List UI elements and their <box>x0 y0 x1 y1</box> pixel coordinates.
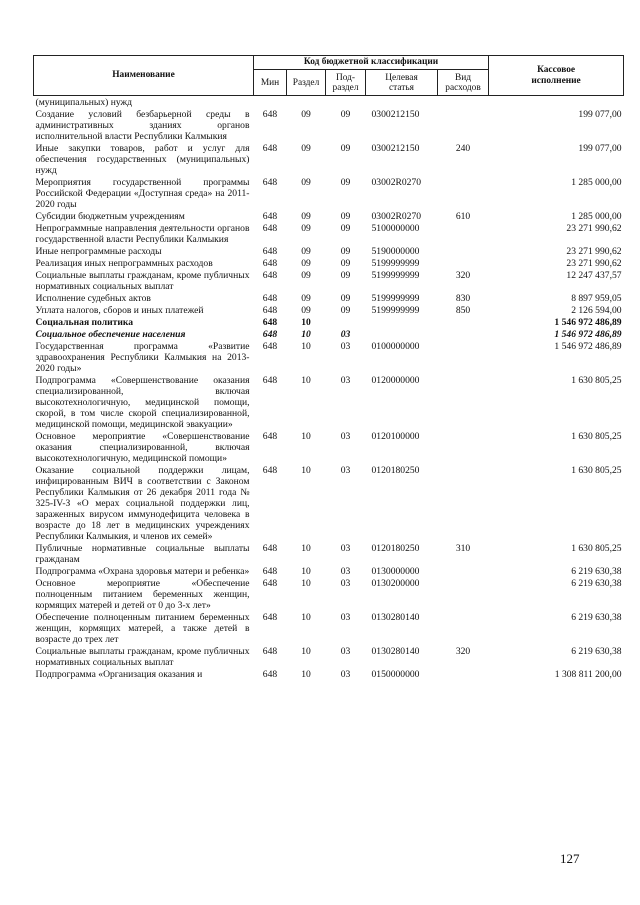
row-name: Социальные выплаты гражданам, кроме публичных нормативных социальных выплат <box>35 270 250 292</box>
row-min: 648 <box>262 578 278 589</box>
row-min: 648 <box>262 329 278 340</box>
row-expense-type: 310 <box>455 543 471 554</box>
budget-table <box>33 55 624 680</box>
row-execution: 199 077,00 <box>578 109 622 120</box>
table-row <box>34 222 624 245</box>
row-execution: 6 219 630,38 <box>571 578 622 589</box>
table-row <box>34 142 624 176</box>
row-section: 10 <box>301 341 311 352</box>
row-expense-type: 830 <box>455 293 471 304</box>
header-execution: Кассовое исполнение <box>489 56 624 96</box>
row-expense-type <box>438 108 489 142</box>
row-subsection: 09 <box>340 109 351 120</box>
table-row <box>34 328 624 340</box>
table-body <box>34 96 624 681</box>
row-article: 0100000000 <box>371 341 420 352</box>
row-min: 648 <box>262 566 278 577</box>
row-execution: 8 897 959,05 <box>571 293 622 304</box>
row-subsection: 03 <box>340 646 351 657</box>
row-section: 10 <box>301 465 311 476</box>
row-execution: 2 126 594,00 <box>571 305 622 316</box>
table-row <box>34 269 624 292</box>
row-min: 648 <box>262 246 278 257</box>
row-name: Мероприятия государственной программы Российской Федерации «Доступная среда» на 2011-2020 годы <box>35 177 250 210</box>
row-name: Оказание социальной поддержки лицам, инфицированным ВИЧ в соответствии с Законом Республики Калмыкия от 26 декабря 2011 года № 325-IV-З «О мерах социальной поддержки лиц, зараженных вирусом иммунодефицита человека в возрасте до 18 лет в медицинских учреждениях Республики Калмыкия, и членов их семей» <box>35 465 250 542</box>
row-section: 09 <box>301 143 311 154</box>
row-subsection: 03 <box>340 329 351 340</box>
header-subsection: Под- раздел <box>326 70 366 96</box>
row-expense-type <box>438 328 489 340</box>
row-subsection: 09 <box>340 270 351 281</box>
row-section: 09 <box>301 177 311 188</box>
row-min: 648 <box>262 317 278 328</box>
row-min: 648 <box>262 669 278 680</box>
row-article: 03002R0270 <box>371 211 422 222</box>
table-row <box>34 176 624 210</box>
row-section: 10 <box>301 329 311 340</box>
budget-table-page <box>33 55 623 680</box>
header-kbk: Код бюджетной классификации <box>254 56 489 70</box>
row-execution: 1 285 000,00 <box>571 211 622 222</box>
row-name: Иные непрограммные расходы <box>35 246 162 257</box>
row-article: 0130280140 <box>371 646 420 657</box>
row-subsection: 03 <box>340 341 351 352</box>
row-execution: 6 219 630,38 <box>571 566 622 577</box>
row-expense-type: 240 <box>455 143 471 154</box>
row-name: Непрограммные направления деятельности органов государственной власти Республики Калмыкия <box>35 223 250 245</box>
row-section: 10 <box>301 543 311 554</box>
row-expense-type: 850 <box>455 305 471 316</box>
row-article: 5199999999 <box>371 258 420 269</box>
row-expense-type: 320 <box>455 270 471 281</box>
row-min <box>254 96 287 109</box>
row-subsection: 03 <box>340 612 351 623</box>
row-name: Основное мероприятие «Обеспечение полноценным питанием беременных женщин, кормящих матерей и детей от 0 до 3-х лет» <box>35 578 250 611</box>
row-name: Основное мероприятие «Совершенствование оказания специализированной, включая высокотехнологичную, медицинской помощи» <box>35 431 250 464</box>
table-row <box>34 374 624 430</box>
row-article: 0120180250 <box>371 543 420 554</box>
row-subsection: 09 <box>340 305 351 316</box>
row-min: 648 <box>262 375 278 386</box>
row-execution: 1 546 972 486,89 <box>554 329 622 340</box>
row-execution: 1 630 805,25 <box>571 465 622 476</box>
row-execution: 1 546 972 486,89 <box>554 341 622 352</box>
row-execution: 1 285 000,00 <box>571 177 622 188</box>
row-name: Подпрограмма «Организация оказания и <box>35 669 203 680</box>
row-subsection: 03 <box>340 465 351 476</box>
row-min: 648 <box>262 465 278 476</box>
row-min: 648 <box>262 270 278 281</box>
row-name: Государственная программа «Развитие здравоохранения Республики Калмыкия на 2013-2020 годы» <box>35 341 250 374</box>
row-section: 10 <box>301 578 311 589</box>
row-min: 648 <box>262 293 278 304</box>
row-section: 10 <box>301 612 311 623</box>
row-name: Реализация иных непрограммных расходов <box>35 258 213 269</box>
row-article: 0130280140 <box>371 612 420 623</box>
row-article: 0130200000 <box>371 578 420 589</box>
table-row <box>34 245 624 257</box>
table-row <box>34 316 624 328</box>
row-section: 10 <box>301 431 311 442</box>
row-execution: 1 630 805,25 <box>571 543 622 554</box>
row-section <box>287 96 326 109</box>
row-expense-type <box>438 374 489 430</box>
header-section: Раздел <box>287 70 326 96</box>
row-subsection: 03 <box>340 578 351 589</box>
row-min: 648 <box>262 211 278 222</box>
row-subsection <box>326 316 366 328</box>
table-row <box>34 96 624 109</box>
table-row <box>34 108 624 142</box>
row-min: 648 <box>262 431 278 442</box>
row-execution: 1 630 805,25 <box>571 431 622 442</box>
row-execution: 1 630 805,25 <box>571 375 622 386</box>
row-section: 09 <box>301 246 311 257</box>
row-expense-type <box>438 577 489 611</box>
row-expense-type <box>438 668 489 680</box>
row-subsection: 09 <box>340 293 351 304</box>
table-row <box>34 257 624 269</box>
table-row <box>34 668 624 680</box>
table-row <box>34 542 624 565</box>
row-expense-type <box>438 176 489 210</box>
row-expense-type: 610 <box>455 211 471 222</box>
row-section: 10 <box>301 646 311 657</box>
row-min: 648 <box>262 612 278 623</box>
row-article: 0150000000 <box>371 669 420 680</box>
header-article: Целевая статья <box>366 70 438 96</box>
row-name: Субсидии бюджетным учреждениям <box>35 211 185 222</box>
row-subsection: 09 <box>340 258 351 269</box>
row-name: Обеспечение полноценным питанием беременных женщин, кормящих матерей, а также детей в возрасте до трех лет <box>35 612 250 645</box>
table-row <box>34 340 624 374</box>
table-row <box>34 565 624 577</box>
row-article <box>366 316 438 328</box>
row-article: 0120000000 <box>371 375 420 386</box>
row-expense-type <box>438 565 489 577</box>
row-subsection: 09 <box>340 177 351 188</box>
row-article: 5199999999 <box>371 305 420 316</box>
row-subsection: 03 <box>340 431 351 442</box>
header-name: Наименование <box>34 56 254 96</box>
row-expense-type <box>438 430 489 464</box>
row-name: Подпрограмма «Охрана здоровья матери и ребенка» <box>35 566 250 577</box>
row-section: 09 <box>301 211 311 222</box>
row-article <box>366 96 438 109</box>
row-subsection: 09 <box>340 246 351 257</box>
row-subsection: 09 <box>340 223 351 234</box>
row-section: 10 <box>301 375 311 386</box>
row-expense-type <box>438 96 489 109</box>
row-execution: 6 219 630,38 <box>571 612 622 623</box>
table-row <box>34 645 624 668</box>
row-article: 03002R0270 <box>371 177 422 188</box>
row-min: 648 <box>262 143 278 154</box>
row-subsection: 03 <box>340 669 351 680</box>
row-execution: 23 271 990,62 <box>566 223 622 234</box>
row-expense-type <box>438 316 489 328</box>
row-article: 5199999999 <box>371 270 420 281</box>
row-article: 5190000000 <box>371 246 420 257</box>
row-name: Публичные нормативные социальные выплаты гражданам <box>35 543 250 565</box>
row-subsection <box>326 96 366 109</box>
row-article <box>366 328 438 340</box>
row-expense-type <box>438 340 489 374</box>
table-row <box>34 430 624 464</box>
row-article: 0130000000 <box>371 566 420 577</box>
header-min: Мин <box>254 70 287 96</box>
table-row <box>34 304 624 316</box>
table-header <box>34 56 624 96</box>
table-row <box>34 577 624 611</box>
row-section: 09 <box>301 270 311 281</box>
row-execution: 1 546 972 486,89 <box>554 317 622 328</box>
page-number: 127 <box>560 851 580 866</box>
row-section: 10 <box>301 317 311 328</box>
row-name: Создание условий безбарьерной среды в административных зданиях органов исполнительной власти Республики Калмыкия <box>35 109 250 142</box>
row-expense-type <box>438 245 489 257</box>
table-row <box>34 292 624 304</box>
row-name: Подпрограмма «Совершенствование оказания специализированной, включая высокотехнологичную, медицинской помощи, скорой, в том числе скорой специализированной, медицинской помощи, медицинской эвакуации» <box>35 375 250 430</box>
row-name: Уплата налогов, сборов и иных платежей <box>35 305 204 316</box>
row-section: 09 <box>301 258 311 269</box>
row-section: 10 <box>301 669 311 680</box>
row-execution: 12 247 437,57 <box>566 270 622 281</box>
row-min: 648 <box>262 258 278 269</box>
row-min: 648 <box>262 177 278 188</box>
row-execution: 199 077,00 <box>578 143 622 154</box>
row-name: Исполнение судебных актов <box>35 293 151 304</box>
row-min: 648 <box>262 223 278 234</box>
row-min: 648 <box>262 543 278 554</box>
table-row <box>34 210 624 222</box>
row-article: 5100000000 <box>371 223 420 234</box>
row-expense-type <box>438 464 489 542</box>
row-name: Иные закупки товаров, работ и услуг для обеспечения государственных (муниципальных) нужд <box>35 143 250 176</box>
row-subsection: 03 <box>340 375 351 386</box>
row-expense-type: 320 <box>455 646 471 657</box>
row-section: 09 <box>301 293 311 304</box>
row-article: 5199999999 <box>371 293 420 304</box>
row-execution: 6 219 630,38 <box>571 646 622 657</box>
row-name: Социальное обеспечение населения <box>35 329 186 340</box>
row-section: 09 <box>301 109 311 120</box>
row-name: Социальные выплаты гражданам, кроме публичных нормативных социальных выплат <box>35 646 250 668</box>
row-subsection: 03 <box>340 566 351 577</box>
row-execution: 23 271 990,62 <box>566 246 622 257</box>
row-expense-type <box>438 222 489 245</box>
row-min: 648 <box>262 305 278 316</box>
row-min: 648 <box>262 109 278 120</box>
row-section: 09 <box>301 305 311 316</box>
row-min: 648 <box>262 646 278 657</box>
row-subsection: 09 <box>340 143 351 154</box>
row-execution: 1 308 811 200,00 <box>554 669 622 680</box>
row-subsection: 03 <box>340 543 351 554</box>
row-execution: 23 271 990,62 <box>566 258 622 269</box>
row-name: (муниципальных) нужд <box>35 97 133 108</box>
row-section: 10 <box>301 566 311 577</box>
header-expense-type: Вид расходов <box>438 70 489 96</box>
row-article: 0120100000 <box>371 431 420 442</box>
row-name: Социальная политика <box>35 317 134 328</box>
row-section: 09 <box>301 223 311 234</box>
row-expense-type <box>438 257 489 269</box>
table-row <box>34 611 624 645</box>
row-article: 0300212150 <box>371 143 420 154</box>
row-subsection: 09 <box>340 211 351 222</box>
row-min: 648 <box>262 341 278 352</box>
row-article: 0300212150 <box>371 109 420 120</box>
row-article: 0120180250 <box>371 465 420 476</box>
table-row <box>34 464 624 542</box>
row-expense-type <box>438 611 489 645</box>
row-execution <box>489 96 624 109</box>
